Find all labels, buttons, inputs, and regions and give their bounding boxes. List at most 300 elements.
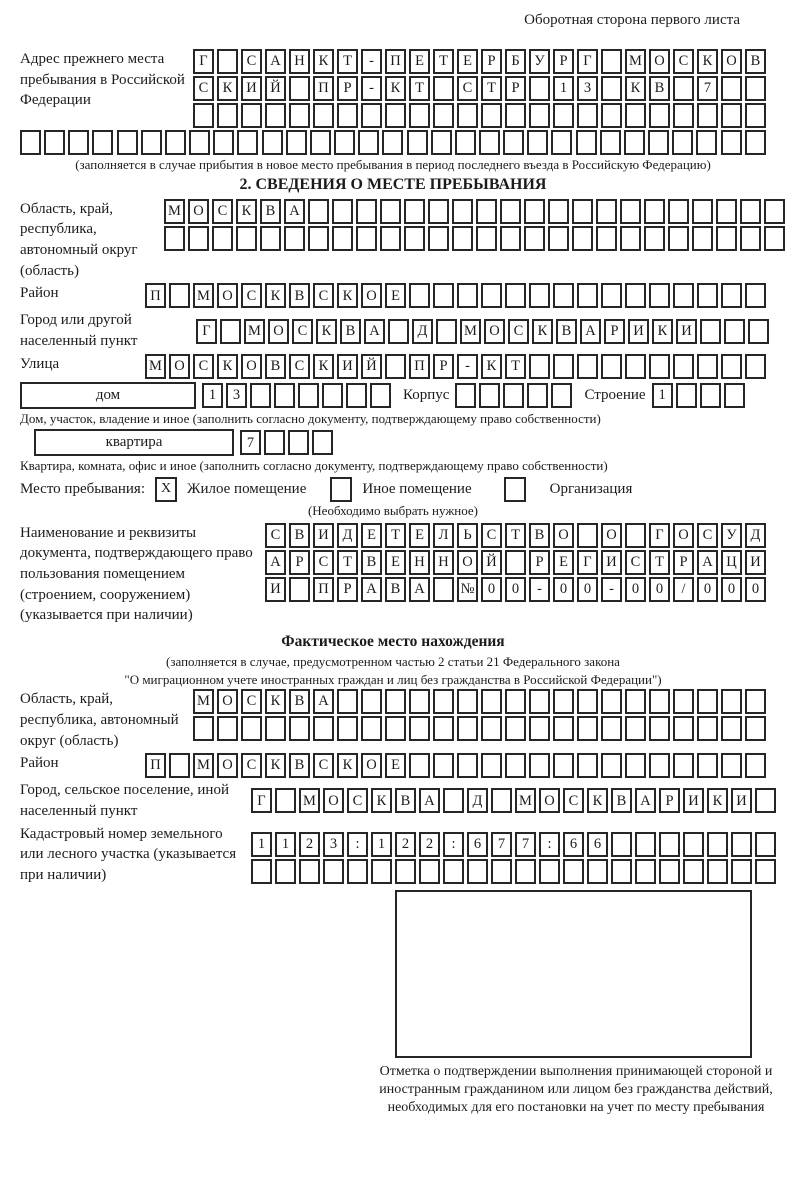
char-box: П — [145, 283, 166, 308]
char-box: А — [697, 550, 718, 575]
char-box: А — [265, 49, 286, 74]
option-label-residential: Жилое помещение — [187, 480, 307, 497]
char-box: Е — [409, 49, 430, 74]
char-box: О — [217, 283, 238, 308]
char-box — [700, 319, 721, 344]
char-box: К — [265, 753, 286, 778]
fact-city-block — [20, 780, 766, 821]
char-box: Е — [553, 550, 574, 575]
char-box: : — [347, 832, 368, 857]
char-box — [265, 103, 286, 128]
char-box: М — [193, 283, 214, 308]
char-box — [548, 226, 569, 251]
char-box — [289, 76, 310, 101]
char-box — [620, 199, 641, 224]
char-box — [433, 753, 454, 778]
char-box — [388, 319, 409, 344]
char-box — [193, 716, 214, 741]
char-box — [289, 103, 310, 128]
char-box — [596, 226, 617, 251]
char-box: И — [601, 550, 622, 575]
char-box — [455, 130, 476, 155]
prev-address-note: (заполняется в случае прибытия в новое место пребывания в период последнего въезда в Российскую Федерацию) — [75, 157, 711, 172]
char-box — [721, 76, 742, 101]
char-box: А — [419, 788, 440, 813]
char-box: 7 — [491, 832, 512, 857]
choose-note: (Необходимо выбрать нужное) — [307, 502, 479, 518]
char-box: С — [212, 199, 233, 224]
char-box — [745, 103, 766, 128]
char-box — [696, 130, 717, 155]
char-box — [409, 103, 430, 128]
char-box — [745, 283, 766, 308]
fact-district-label: Район — [20, 755, 59, 772]
char-box: С — [265, 523, 286, 548]
char-box: А — [580, 319, 601, 344]
char-box — [745, 716, 766, 741]
char-box — [551, 130, 572, 155]
char-box: 0 — [625, 577, 646, 602]
char-box — [217, 49, 238, 74]
char-box — [697, 283, 718, 308]
char-box: Е — [409, 523, 430, 548]
char-box: Е — [361, 523, 382, 548]
section2-title: 2. СВЕДЕНИЯ О МЕСТЕ ПРЕБЫВАНИЯ — [239, 175, 547, 193]
char-box — [721, 689, 742, 714]
char-box — [529, 689, 550, 714]
s2-region-row-2 — [164, 226, 785, 251]
char-box: К — [587, 788, 608, 813]
char-box: 7 — [240, 430, 261, 455]
char-box: И — [265, 577, 286, 602]
char-box — [337, 103, 358, 128]
char-box: Ц — [721, 550, 742, 575]
char-box — [236, 226, 257, 251]
char-box — [169, 283, 190, 308]
char-box — [721, 283, 742, 308]
char-box: С — [457, 76, 478, 101]
char-box — [673, 689, 694, 714]
prev-address-row-1 — [193, 49, 766, 74]
char-box — [286, 130, 307, 155]
char-box — [644, 199, 665, 224]
char-box — [337, 689, 358, 714]
s2-region-row-1 — [164, 199, 785, 224]
char-box: Ь — [457, 523, 478, 548]
char-box: Р — [529, 550, 550, 575]
char-box: - — [457, 354, 478, 379]
char-box: С — [625, 550, 646, 575]
char-box — [659, 859, 680, 884]
char-box: О — [361, 753, 382, 778]
char-box — [707, 832, 728, 857]
char-box: О — [361, 283, 382, 308]
char-box: И — [731, 788, 752, 813]
char-box: К — [625, 76, 646, 101]
char-box — [529, 103, 550, 128]
char-box — [313, 103, 334, 128]
char-box — [481, 689, 502, 714]
char-box — [600, 130, 621, 155]
char-box: С — [241, 49, 262, 74]
char-box — [385, 716, 406, 741]
char-box — [721, 753, 742, 778]
char-box: К — [707, 788, 728, 813]
char-box — [313, 716, 334, 741]
char-box — [433, 689, 454, 714]
char-box — [625, 283, 646, 308]
char-box: Й — [265, 76, 286, 101]
char-box — [217, 716, 238, 741]
char-box — [740, 199, 761, 224]
char-box: И — [241, 76, 262, 101]
char-box — [433, 716, 454, 741]
char-box — [251, 859, 272, 884]
char-box — [577, 283, 598, 308]
char-box: О — [553, 523, 574, 548]
char-box — [476, 199, 497, 224]
char-box — [361, 716, 382, 741]
char-box — [44, 130, 65, 155]
s2-city-label: Город или другой населенный пункт — [20, 312, 138, 350]
char-box: К — [337, 283, 358, 308]
char-box: О — [539, 788, 560, 813]
char-box: К — [217, 76, 238, 101]
char-box — [716, 226, 737, 251]
char-box — [673, 76, 694, 101]
char-box — [673, 716, 694, 741]
char-box: В — [611, 788, 632, 813]
char-box: Г — [577, 550, 598, 575]
char-box — [697, 103, 718, 128]
char-box — [697, 354, 718, 379]
char-box: / — [673, 577, 694, 602]
char-box — [358, 130, 379, 155]
char-box: 0 — [649, 577, 670, 602]
char-box — [356, 199, 377, 224]
cadastre-grid — [251, 824, 776, 884]
char-box — [577, 753, 598, 778]
char-box: П — [385, 49, 406, 74]
stamp-caption: Отметка о подтверждении выполнения принимающей стороной и иностранным гражданином или лицом без гражданства действий, необходимых для его постановки на учет по месту пребывания — [379, 1063, 773, 1115]
s2-street-label: Улица — [20, 355, 60, 372]
char-box: Н — [409, 550, 430, 575]
cadastre-label: Кадастровый номер земельного или лесного участка (указывается при наличии) — [20, 825, 237, 883]
char-box: О — [188, 199, 209, 224]
char-box — [457, 283, 478, 308]
stay-place-line — [20, 477, 766, 502]
char-box: 0 — [745, 577, 766, 602]
char-box — [700, 383, 721, 408]
char-box: А — [409, 577, 430, 602]
char-box: М — [164, 199, 185, 224]
char-box: С — [313, 283, 334, 308]
char-box: К — [313, 354, 334, 379]
char-box: С — [241, 283, 262, 308]
char-box — [635, 832, 656, 857]
char-box — [601, 689, 622, 714]
char-box: Р — [433, 354, 454, 379]
char-box — [505, 753, 526, 778]
char-box: Й — [361, 354, 382, 379]
char-box: М — [515, 788, 536, 813]
char-box: П — [313, 76, 334, 101]
char-box — [601, 283, 622, 308]
char-box — [745, 130, 766, 155]
s2-street-row — [145, 354, 766, 379]
char-box — [745, 76, 766, 101]
char-box: В — [556, 319, 577, 344]
char-box — [361, 689, 382, 714]
char-box: 1 — [652, 383, 673, 408]
char-box — [577, 103, 598, 128]
stroenie-grid — [652, 383, 745, 408]
house-label-box: дом — [20, 382, 196, 409]
char-box — [436, 319, 457, 344]
char-box — [308, 226, 329, 251]
char-box — [299, 859, 320, 884]
char-box — [755, 859, 776, 884]
char-box — [409, 689, 430, 714]
char-box — [380, 199, 401, 224]
char-box — [409, 753, 430, 778]
char-box — [428, 199, 449, 224]
char-box — [529, 716, 550, 741]
char-box — [673, 283, 694, 308]
char-box — [431, 130, 452, 155]
fact-region-row-1 — [193, 689, 766, 714]
char-box: Е — [385, 753, 406, 778]
stroenie-label: Строение — [584, 386, 646, 403]
prev-address-grid — [193, 49, 766, 128]
char-box — [673, 753, 694, 778]
char-box — [323, 859, 344, 884]
char-box: Л — [433, 523, 454, 548]
char-box — [548, 199, 569, 224]
char-box — [673, 354, 694, 379]
char-box — [601, 753, 622, 778]
char-box — [649, 103, 670, 128]
char-box — [312, 430, 333, 455]
char-box — [275, 859, 296, 884]
s2-district-block — [20, 283, 766, 308]
char-box: С — [481, 523, 502, 548]
char-box — [275, 788, 296, 813]
char-box — [572, 199, 593, 224]
char-box — [745, 689, 766, 714]
char-box — [308, 199, 329, 224]
char-box — [479, 383, 500, 408]
char-box: Е — [385, 550, 406, 575]
char-box: В — [289, 689, 310, 714]
char-box — [553, 689, 574, 714]
char-box — [188, 226, 209, 251]
char-box — [755, 832, 776, 857]
actual-location-note-2: "О миграционном учете иностранных граждан и лиц без гражданства в Российской Федерации") — [124, 671, 662, 687]
char-box: 2 — [419, 832, 440, 857]
char-box: К — [371, 788, 392, 813]
apartment-label-box: квартира — [34, 429, 234, 456]
char-box — [676, 383, 697, 408]
s2-street-block — [20, 354, 766, 379]
char-box — [288, 430, 309, 455]
char-box: П — [145, 753, 166, 778]
char-box — [241, 103, 262, 128]
char-box — [220, 319, 241, 344]
char-box: Т — [409, 76, 430, 101]
char-box — [668, 226, 689, 251]
char-box — [601, 716, 622, 741]
fact-city-label: Город, сельское поселение, иной населенный пункт — [20, 782, 229, 819]
char-box: В — [265, 354, 286, 379]
char-box — [337, 716, 358, 741]
char-box: Е — [385, 283, 406, 308]
char-box — [371, 859, 392, 884]
cadastre-block — [20, 824, 766, 886]
char-box — [505, 103, 526, 128]
char-box — [596, 199, 617, 224]
char-box — [697, 689, 718, 714]
char-box: 2 — [299, 832, 320, 857]
fact-region-block — [20, 689, 766, 751]
prev-address-row-2 — [193, 76, 766, 101]
char-box: Т — [337, 49, 358, 74]
char-box — [527, 383, 548, 408]
s2-district-row — [145, 283, 766, 308]
char-box: Р — [481, 49, 502, 74]
char-box: Р — [673, 550, 694, 575]
char-box: 7 — [515, 832, 536, 857]
char-box: К — [265, 689, 286, 714]
char-box — [624, 130, 645, 155]
char-box: Р — [337, 76, 358, 101]
char-box — [721, 103, 742, 128]
char-box — [213, 130, 234, 155]
char-box: Р — [289, 550, 310, 575]
char-box — [455, 383, 476, 408]
char-box — [697, 716, 718, 741]
char-box: У — [721, 523, 742, 548]
char-box — [347, 859, 368, 884]
char-box — [577, 523, 598, 548]
document-label: Наименование и реквизиты документа, подтверждающего право пользования помещением (строением, сооружением) (указывается при наличии) — [20, 524, 253, 624]
char-box — [740, 226, 761, 251]
house-number-grid — [202, 383, 391, 408]
prev-address-label: Адрес прежнего места пребывания в Российской Федерации — [20, 51, 185, 109]
char-box — [433, 577, 454, 602]
char-box: И — [337, 354, 358, 379]
char-box — [625, 354, 646, 379]
char-box — [428, 226, 449, 251]
char-box — [500, 199, 521, 224]
char-box — [648, 130, 669, 155]
char-box: 0 — [505, 577, 526, 602]
char-box: Т — [337, 550, 358, 575]
char-box — [500, 226, 521, 251]
char-box — [310, 130, 331, 155]
char-box: Д — [337, 523, 358, 548]
char-box: В — [529, 523, 550, 548]
char-box — [620, 226, 641, 251]
char-box: В — [289, 523, 310, 548]
char-box — [467, 859, 488, 884]
char-box — [457, 689, 478, 714]
char-box — [452, 226, 473, 251]
char-box: А — [265, 550, 286, 575]
char-box: С — [313, 550, 334, 575]
char-box: Т — [433, 49, 454, 74]
cadastre-row-2 — [251, 859, 776, 884]
char-box — [356, 226, 377, 251]
char-box — [382, 130, 403, 155]
char-box — [433, 283, 454, 308]
char-box — [260, 226, 281, 251]
char-box: С — [313, 753, 334, 778]
char-box — [262, 130, 283, 155]
char-box: В — [289, 283, 310, 308]
fact-region-label: Область, край, республика, автономный округ (область) — [20, 691, 179, 749]
char-box: В — [289, 753, 310, 778]
char-box — [683, 832, 704, 857]
char-box — [527, 130, 548, 155]
char-box — [601, 49, 622, 74]
char-box: А — [364, 319, 385, 344]
char-box: О — [457, 550, 478, 575]
checkbox-residential: X — [155, 477, 177, 502]
char-box — [601, 354, 622, 379]
s2-region-block — [20, 199, 766, 282]
char-box: Т — [505, 354, 526, 379]
char-box — [264, 430, 285, 455]
char-box: С — [289, 354, 310, 379]
char-box: О — [673, 523, 694, 548]
char-box: В — [395, 788, 416, 813]
option-label-organization: Организация — [549, 480, 633, 497]
document-row-2 — [265, 550, 766, 575]
char-box — [692, 226, 713, 251]
char-box: В — [260, 199, 281, 224]
char-box: С — [193, 354, 214, 379]
char-box — [644, 226, 665, 251]
char-box: С — [563, 788, 584, 813]
char-box — [724, 319, 745, 344]
char-box — [721, 130, 742, 155]
char-box — [572, 226, 593, 251]
char-box — [452, 199, 473, 224]
char-box: В — [385, 577, 406, 602]
char-box — [505, 716, 526, 741]
char-box — [165, 130, 186, 155]
char-box — [716, 199, 737, 224]
char-box: Т — [649, 550, 670, 575]
char-box: 2 — [395, 832, 416, 857]
char-box: В — [649, 76, 670, 101]
char-box — [481, 283, 502, 308]
char-box: К — [697, 49, 718, 74]
char-box: М — [193, 753, 214, 778]
char-box — [692, 199, 713, 224]
char-box — [385, 103, 406, 128]
char-box: 3 — [226, 383, 247, 408]
char-box — [395, 859, 416, 884]
char-box — [409, 283, 430, 308]
char-box: А — [313, 689, 334, 714]
char-box: М — [299, 788, 320, 813]
char-box — [515, 859, 536, 884]
char-box — [346, 383, 367, 408]
char-box: О — [601, 523, 622, 548]
char-box: П — [409, 354, 430, 379]
